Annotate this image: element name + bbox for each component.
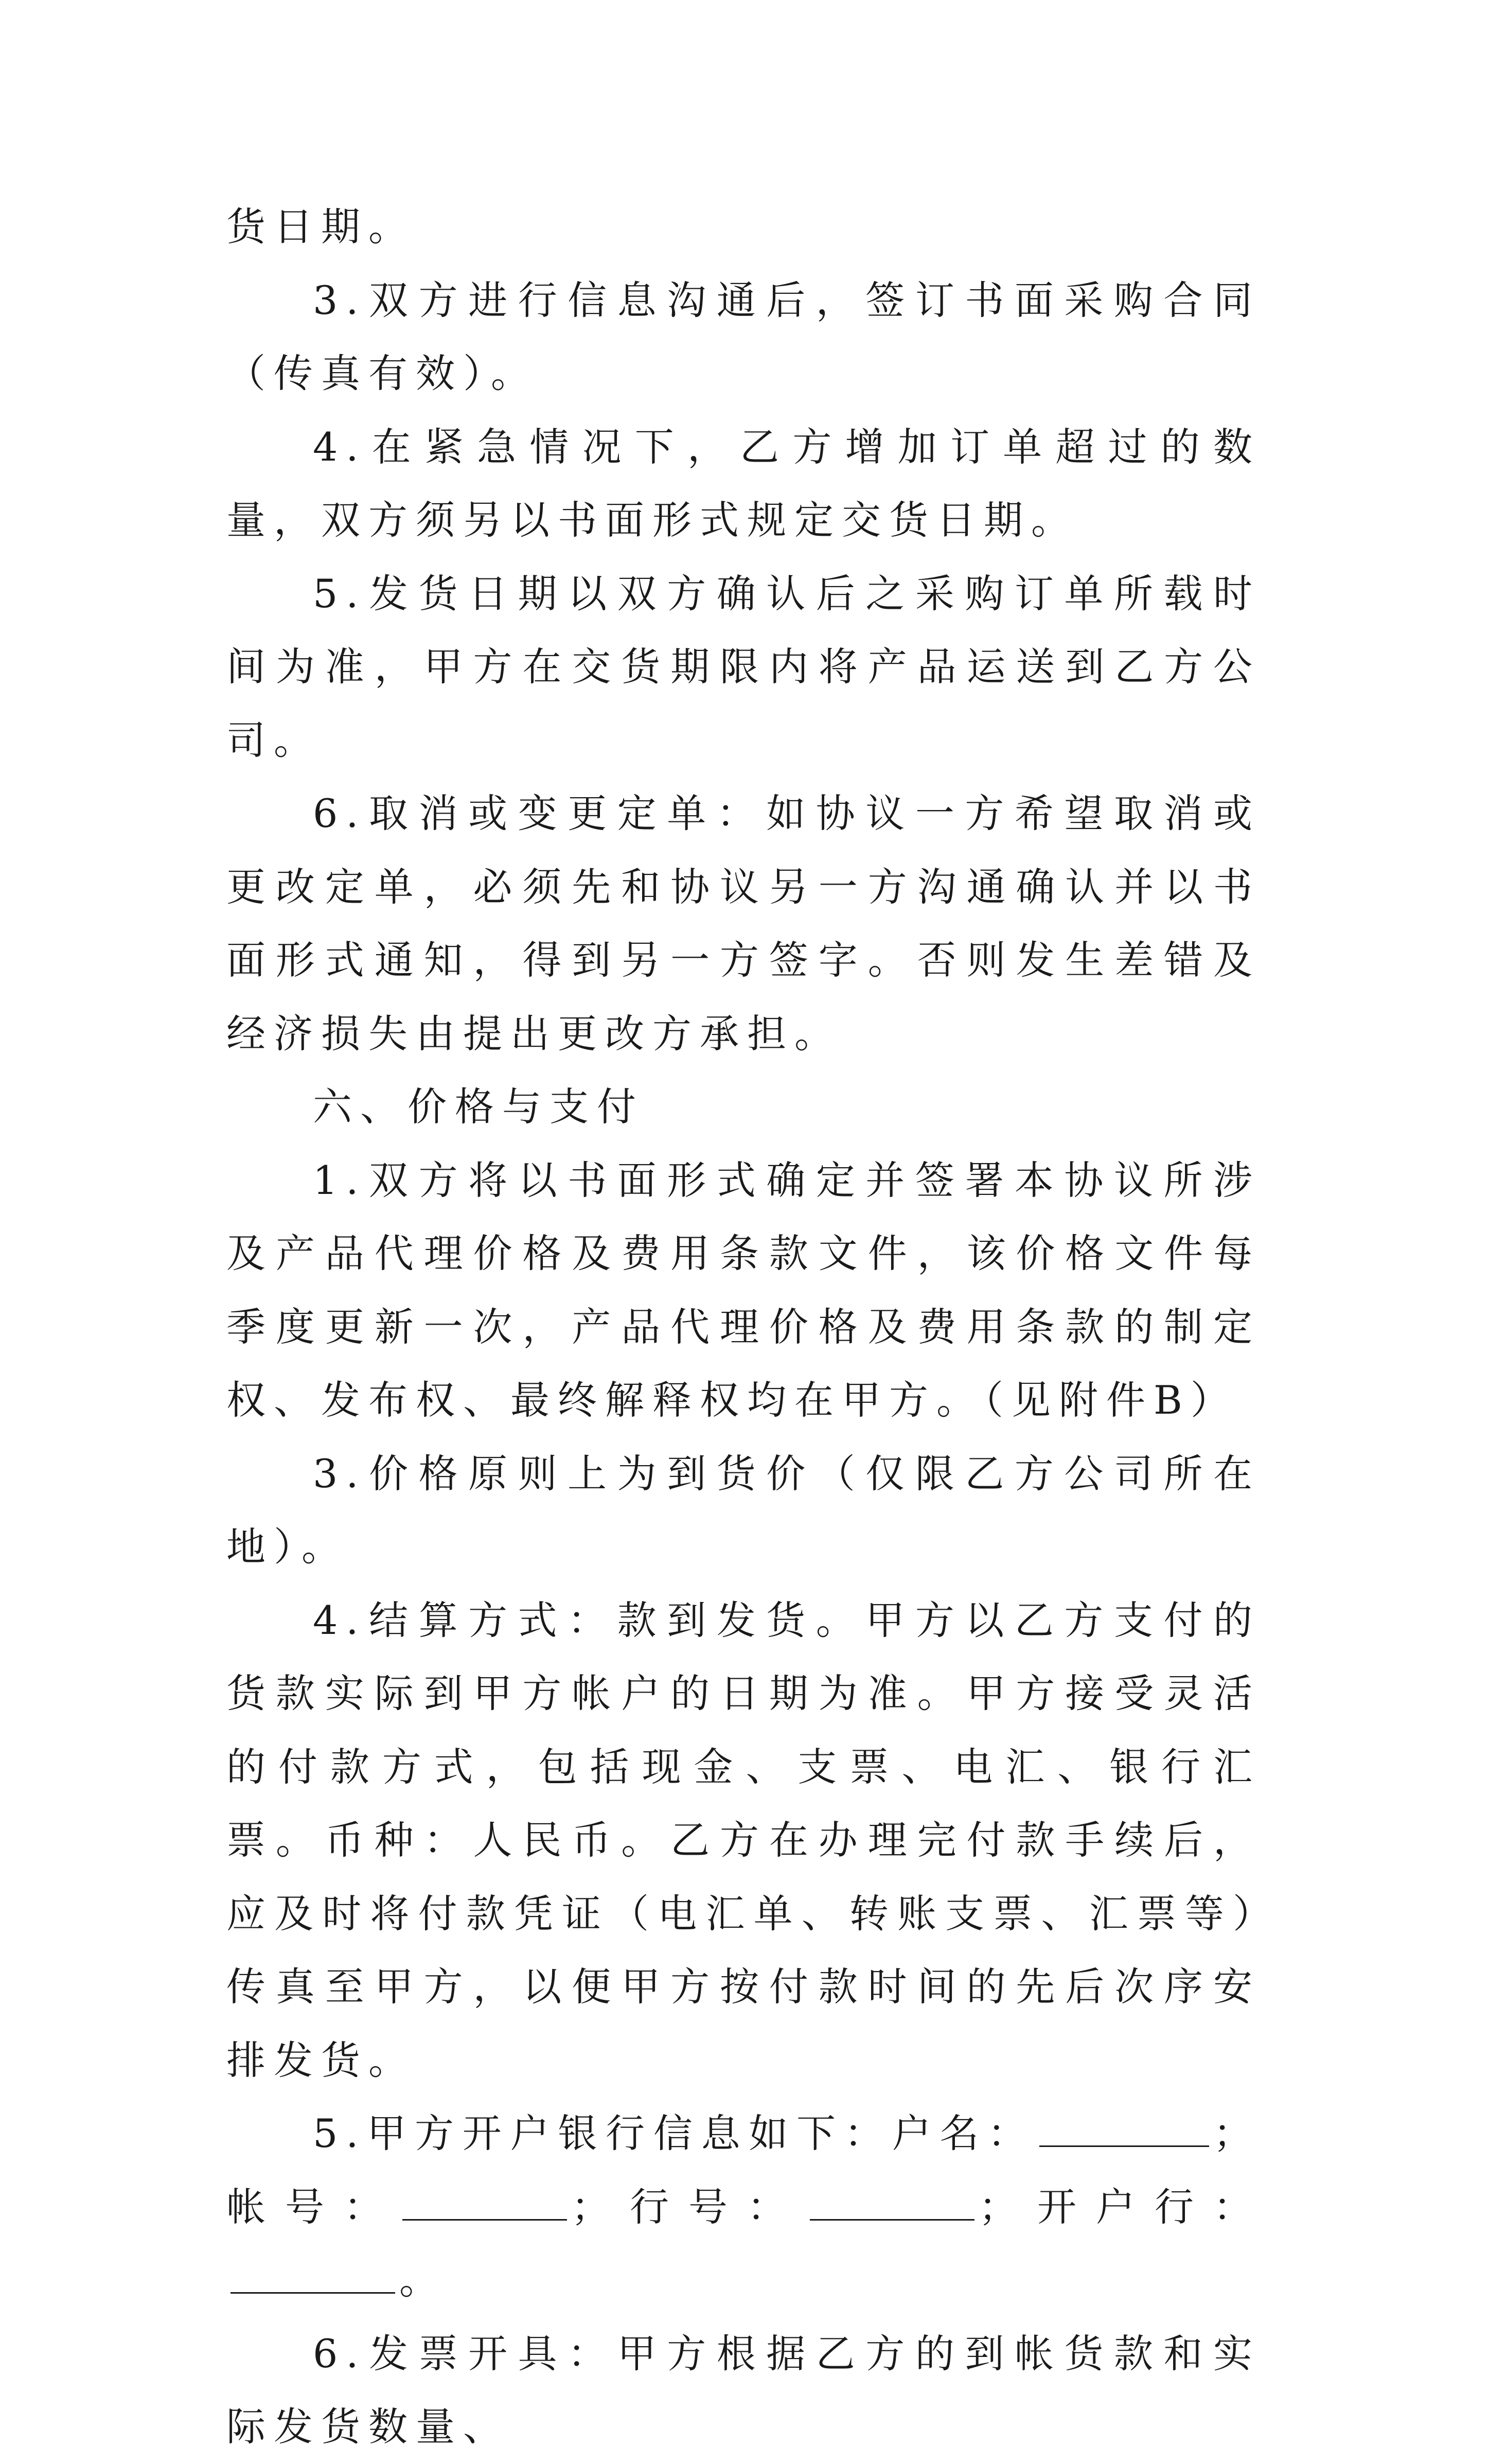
paragraph: 6.取消或变更定单：如协议一方希望取消或更改定单，必须先和协议另一方沟通确认并以书面形式通知，得到另一方签字。否则发生差错及经济损失由提出更改方承担。 xyxy=(226,790,1261,1057)
bank-code-blank xyxy=(810,2188,974,2221)
bank-info-end: 。 xyxy=(399,2257,447,2303)
bank-info-paragraph xyxy=(226,2097,1261,2317)
paragraph: 货日期。 xyxy=(226,204,416,250)
paragraph: 4.结算方式：款到发货。甲方以乙方支付的货款实际到甲方帐户的日期为准。甲方接受灵活的付款方式，包括现金、支票、电汇、银行汇票。币种：人民币。乙方在办理完付款手续后，应及时将付款凭证（电汇单、转账支票、汇票等）传真至甲方，以便甲方按付款时间的先后次序安排发货。 xyxy=(226,1597,1261,2083)
account-number-blank xyxy=(402,2188,567,2221)
paragraph: 1.双方将以书面形式确定并签署本协议所涉及产品代理价格及费用条款文件，该价格文件每季度更新一次，产品代理价格及费用条款的制定权、发布权、最终解释权均在甲方。（见附件B） xyxy=(226,1157,1261,1423)
paragraph: 4.在紧急情况下，乙方增加订单超过的数量，双方须另以书面形式规定交货日期。 xyxy=(226,424,1261,543)
paragraph: 3.价格原则上为到货价（仅限乙方公司所在地）。 xyxy=(226,1450,1261,1570)
account-name-blank xyxy=(1039,2115,1209,2147)
paragraph: 6.发票开具：甲方根据乙方的到帐货款和实际发货数量、 xyxy=(226,2330,1261,2450)
bank-info-separator: ；开户行： xyxy=(979,2184,1261,2230)
section-heading: 六、价格与支付 xyxy=(313,1084,644,1130)
paragraph: 3.双方进行信息沟通后，签订书面采购合同（传真有效）。 xyxy=(226,277,1261,396)
bank-info-separator: ；行号： xyxy=(571,2184,806,2230)
paragraph: 5.发货日期以双方确认后之采购订单所载时间为准，甲方在交货期限内将产品运送到乙方公司。 xyxy=(226,570,1261,763)
document-body xyxy=(226,190,1261,2464)
bank-info-separator: ；帐号： xyxy=(226,2110,1261,2230)
bank-info-lead: 5.甲方开户银行信息如下：户名： xyxy=(313,2110,1035,2156)
bank-name-blank xyxy=(231,2261,395,2294)
